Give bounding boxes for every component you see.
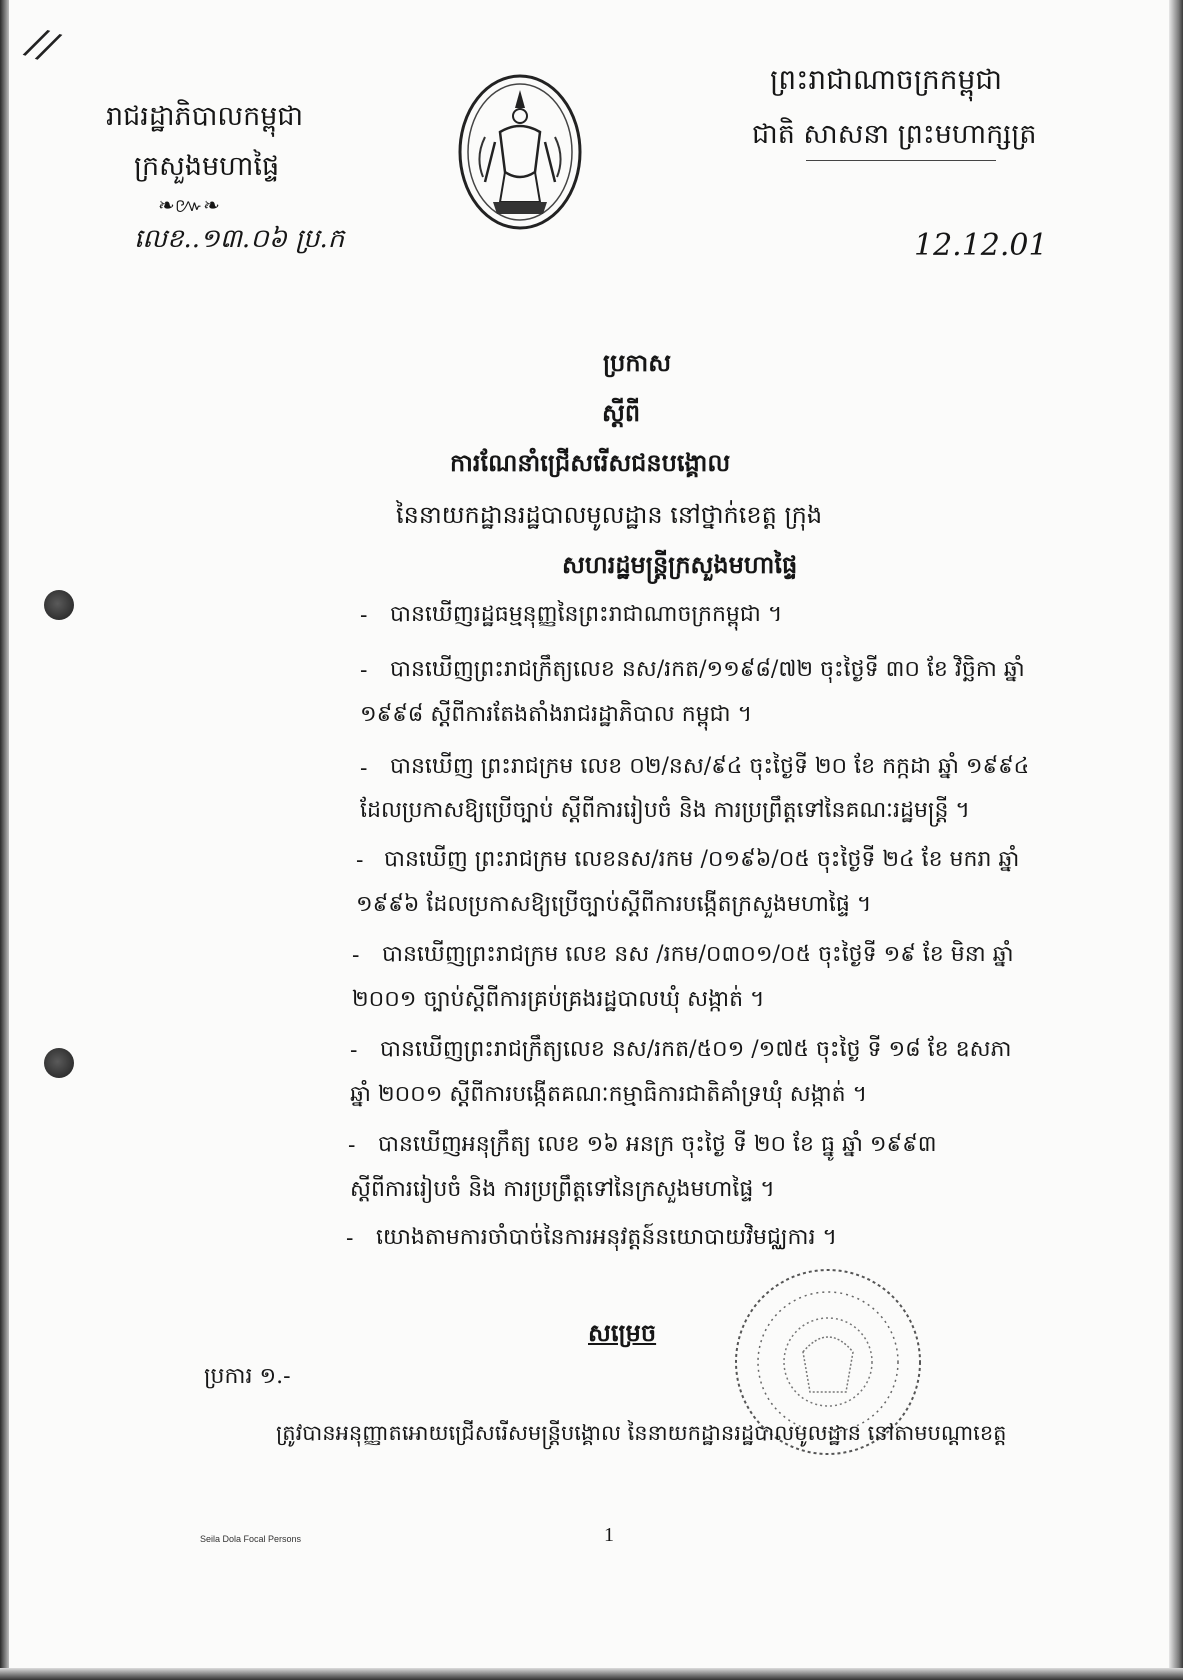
clause-dash: - [346, 1226, 354, 1251]
title-on: ស្តីពី [602, 398, 641, 427]
clause-line: បានឃើញអនុក្រឹត្យ លេខ ១៦ អនក្រ ចុះថ្ងៃ ទី ២០ ខែ ធ្នូ ឆ្នាំ ១៩៩៣ [378, 1132, 937, 1157]
scan-edge-right [1169, 0, 1183, 1680]
clause-line: ២០០១ ច្បាប់ស្តីពីការគ្រប់គ្រងរដ្ឋបាលឃុំ សង្កាត់ ។ [352, 987, 765, 1012]
scan-edge-left [0, 0, 9, 1680]
clause-line: យោងតាមការចាំបាច់នៃការអនុវត្តន៍នយោបាយវិមជ្ឈការ ។ [376, 1225, 837, 1250]
clause-dash: - [360, 603, 368, 628]
clause-line: ឆ្នាំ ២០០១ ស្តីពីការបង្កើតគណៈកម្មាធិការជាតិគាំទ្រឃុំ សង្កាត់ ។ [350, 1082, 868, 1107]
clause-line: បានឃើញ ព្រះរាជក្រម លេខនស/រកម /០១៩៦/០៥ ចុះថ្ងៃទី ២៤ ខែ មករា ឆ្នាំ [384, 847, 1020, 872]
clause-dash: - [356, 848, 364, 873]
clause-line: បានឃើញរដ្ឋធម្មនុញ្ញនៃព្រះរាជាណាចក្រកម្ពុជា ។ [390, 602, 783, 627]
clause-line: ដែលប្រកាសឱ្យប្រើច្បាប់ ស្តីពីការរៀបចំ និង ការប្រព្រឹត្តទៅនៃគណៈរដ្ឋមន្ត្រី ។ [360, 798, 970, 823]
ministry-name: ក្រសួងមហាផ្ទៃ [134, 151, 280, 182]
page-number: 1 [604, 1524, 614, 1546]
clause-line: បានឃើញ ព្រះរាជក្រម លេខ ០២/នស/៩៤ ចុះថ្ងៃទី ២០ ខែ កក្កដា ឆ្នាំ ១៩៩៤ [390, 754, 1030, 779]
royal-emblem [455, 72, 585, 232]
clause-dash: - [360, 756, 368, 781]
clause-line: ១៩៩៦ ដែលប្រកាសឱ្យប្រើច្បាប់ស្តីពីការបង្កើតក្រសួងមហាផ្ទៃ ។ [356, 892, 872, 917]
article-text: ត្រូវបានអនុញ្ញាតអោយជ្រើសរើសមន្ត្រីបង្គោល នៃនាយកដ្ឋានរដ្ឋបាលមូលដ្ឋាន នៅតាមបណ្តាខេត្ត [276, 1421, 1007, 1445]
decision-heading: សម្រេច [588, 1318, 657, 1347]
footer-note: Seila Dola Focal Persons [200, 1534, 302, 1544]
clause-dash: - [352, 943, 360, 968]
kingdom-name: ព្រះរាជាណាចក្រកម្ពុជា [770, 63, 1003, 96]
government-name: រាជរដ្ឋាភិបាលកម្ពុជា [106, 101, 304, 132]
clause-line: បានឃើញព្រះរាជក្រឹត្យលេខ នស/រកត/១១៩៨/៧២ ចុះថ្ងៃទី ៣០ ខែ វិច្ឆិកា ឆ្នាំ [390, 657, 1025, 682]
clause-dash: - [350, 1038, 358, 1063]
title-proclamation: ប្រកាស [603, 348, 672, 377]
article-label: ប្រការ ១.- [204, 1364, 291, 1389]
document-date: 12.12.01 [914, 228, 1048, 263]
clause-line: ១៩៩៨ ស្តីពីការតែងតាំងរាជរដ្ឋាភិបាល កម្ពុជា ។ [360, 702, 753, 727]
title-department: នៃនាយកដ្ឋានរដ្ឋបាលមូលដ្ឋាន នៅថ្នាក់ខេត្ត ក្រុង [396, 501, 823, 529]
national-motto: ជាតិ សាសនា ព្រះមហាក្សត្រ [752, 119, 1037, 150]
ministry-ornament: ❧៚❧ [158, 193, 220, 217]
clause-dash: - [348, 1133, 356, 1158]
clause-line: ស្តីពីការរៀបចំ និង ការប្រព្រឹត្តទៅនៃក្រសួងមហាផ្ទៃ ។ [350, 1177, 775, 1202]
clause-dash: - [360, 658, 368, 683]
title-subject: ការណែនាំជ្រើសរើសជនបង្គោល [450, 448, 731, 477]
scan-edge-bottom [0, 1668, 1183, 1680]
title-signatory: សហរដ្ឋមន្ត្រីក្រសួងមហាផ្ទៃ [562, 550, 798, 579]
corner-handwritten-mark: // [23, 19, 62, 69]
clause-line: បានឃើញព្រះរាជក្រម លេខ នស /រកម/០៣០១/០៥ ចុះថ្ងៃទី ១៩ ខែ មិនា ឆ្នាំ [382, 942, 1014, 967]
motto-ornament-line [806, 160, 996, 161]
punch-hole-top [44, 590, 74, 620]
clause-line: បានឃើញព្រះរាជក្រឹត្យលេខ នស/រកត/៥០១ /១៧៥ ចុះថ្ងៃ ទី ១៨ ខែ ឧសភា [380, 1037, 1012, 1062]
reference-number: លេខ..១៣.០៦ ប្រ.ក [134, 224, 345, 254]
punch-hole-bottom [44, 1048, 74, 1078]
